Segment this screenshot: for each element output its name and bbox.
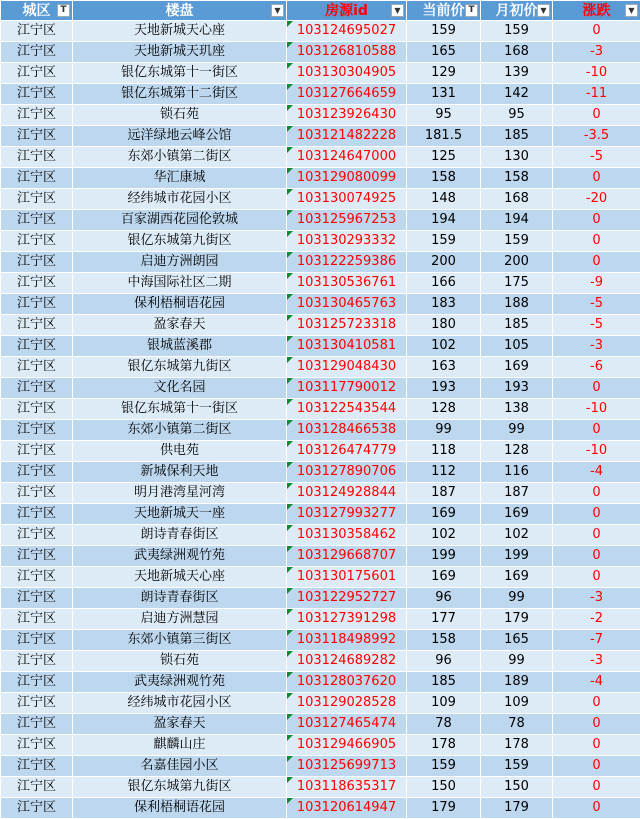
cell-district[interactable]: 江宁区	[1, 483, 73, 504]
column-header-change[interactable]	[553, 1, 640, 21]
column-header-month-start-price[interactable]	[481, 1, 553, 21]
cell-change[interactable]: 0	[553, 231, 640, 252]
cell-district[interactable]: 江宁区	[1, 462, 73, 483]
table-row[interactable]	[1, 252, 640, 273]
cell-current-price[interactable]: 96	[407, 651, 481, 672]
cell-complex[interactable]: 新城保利天地	[73, 462, 287, 483]
cell-complex[interactable]: 华汇康城	[73, 168, 287, 189]
table-row[interactable]	[1, 126, 640, 147]
cell-change[interactable]: -3	[553, 336, 640, 357]
dropdown-arrow-icon[interactable]: ▼	[271, 4, 284, 17]
table-row[interactable]	[1, 567, 640, 588]
cell-complex[interactable]: 经纬城市花园小区	[73, 189, 287, 210]
cell-month-start-price[interactable]: 159	[481, 21, 553, 42]
cell-complex[interactable]: 朗诗青春街区	[73, 588, 287, 609]
cell-current-price[interactable]: 166	[407, 273, 481, 294]
dropdown-arrow-icon[interactable]: ▼	[391, 4, 404, 17]
cell-change[interactable]: -3	[553, 651, 640, 672]
dropdown-arrow-icon[interactable]: ▼	[537, 4, 550, 17]
cell-change[interactable]: 0	[553, 483, 640, 504]
column-header-label: 月初价	[496, 3, 538, 19]
cell-district[interactable]: 江宁区	[1, 189, 73, 210]
cell-complex[interactable]: 天地新城天心座	[73, 567, 287, 588]
cell-change[interactable]: -5	[553, 147, 640, 168]
table-row[interactable]	[1, 693, 640, 714]
cell-district[interactable]: 江宁区	[1, 294, 73, 315]
cell-complex[interactable]: 名嘉佳园小区	[73, 756, 287, 777]
cell-complex[interactable]: 远洋绿地云峰公馆	[73, 126, 287, 147]
cell-district[interactable]: 江宁区	[1, 777, 73, 798]
cell-change[interactable]: -5	[553, 315, 640, 336]
cell-complex[interactable]: 保利梧桐语花园	[73, 798, 287, 819]
cell-month-start-price[interactable]: 158	[481, 168, 553, 189]
cell-change[interactable]: -6	[553, 357, 640, 378]
cell-month-start-price[interactable]: 178	[481, 735, 553, 756]
table-row[interactable]	[1, 609, 640, 630]
table-row[interactable]	[1, 399, 640, 420]
cell-complex[interactable]: 中海国际社区二期	[73, 273, 287, 294]
cell-month-start-price[interactable]: 187	[481, 483, 553, 504]
column-header-complex[interactable]	[73, 1, 287, 21]
cell-change[interactable]: -5	[553, 294, 640, 315]
cell-complex[interactable]: 天地新城天玑座	[73, 42, 287, 63]
table-row[interactable]	[1, 651, 640, 672]
cell-current-price[interactable]: 159	[407, 756, 481, 777]
cell-change[interactable]: 0	[553, 105, 640, 126]
cell-complex[interactable]: 盈家春天	[73, 315, 287, 336]
cell-complex[interactable]: 麒麟山庄	[73, 735, 287, 756]
cell-change[interactable]: 0	[553, 756, 640, 777]
cell-listing-id[interactable]: 103130410581	[287, 336, 407, 357]
cell-change[interactable]: 0	[553, 168, 640, 189]
cell-current-price[interactable]: 200	[407, 252, 481, 273]
cell-complex[interactable]: 东郊小镇第三街区	[73, 630, 287, 651]
table-row[interactable]	[1, 210, 640, 231]
cell-complex[interactable]: 启迪方洲慧园	[73, 609, 287, 630]
cell-current-price[interactable]: 165	[407, 42, 481, 63]
cell-district[interactable]: 江宁区	[1, 567, 73, 588]
cell-current-price[interactable]: 95	[407, 105, 481, 126]
cell-complex[interactable]: 明月港湾星河湾	[73, 483, 287, 504]
table-row[interactable]	[1, 546, 640, 567]
cell-complex[interactable]: 百家湖西花园伦敦城	[73, 210, 287, 231]
cell-listing-id[interactable]: 103127664659	[287, 84, 407, 105]
cell-change[interactable]: 0	[553, 21, 640, 42]
cell-current-price[interactable]: 163	[407, 357, 481, 378]
cell-listing-id[interactable]: 103130536761	[287, 273, 407, 294]
cell-month-start-price[interactable]: 169	[481, 567, 553, 588]
cell-change[interactable]: -10	[553, 441, 640, 462]
table-row[interactable]	[1, 42, 640, 63]
cell-district[interactable]: 江宁区	[1, 399, 73, 420]
table-row[interactable]	[1, 357, 640, 378]
cell-month-start-price[interactable]: 139	[481, 63, 553, 84]
table-row[interactable]	[1, 525, 640, 546]
cell-district[interactable]: 江宁区	[1, 714, 73, 735]
cell-month-start-price[interactable]: 99	[481, 588, 553, 609]
cell-current-price[interactable]: 158	[407, 630, 481, 651]
cell-complex[interactable]: 银亿东城第九街区	[73, 231, 287, 252]
cell-month-start-price[interactable]: 179	[481, 609, 553, 630]
cell-district[interactable]: 江宁区	[1, 126, 73, 147]
cell-complex[interactable]: 经纬城市花园小区	[73, 693, 287, 714]
cell-month-start-price[interactable]: 138	[481, 399, 553, 420]
cell-current-price[interactable]: 118	[407, 441, 481, 462]
cell-month-start-price[interactable]: 105	[481, 336, 553, 357]
cell-listing-id[interactable]: 103125699713	[287, 756, 407, 777]
cell-district[interactable]: 江宁区	[1, 273, 73, 294]
cell-listing-id[interactable]: 103122543544	[287, 399, 407, 420]
cell-month-start-price[interactable]: 95	[481, 105, 553, 126]
cell-district[interactable]: 江宁区	[1, 252, 73, 273]
cell-district[interactable]: 江宁区	[1, 315, 73, 336]
table-row[interactable]	[1, 105, 640, 126]
cell-district[interactable]: 江宁区	[1, 672, 73, 693]
cell-listing-id[interactable]: 103124689282	[287, 651, 407, 672]
cell-current-price[interactable]: 187	[407, 483, 481, 504]
cell-listing-id[interactable]: 103126810588	[287, 42, 407, 63]
cell-district[interactable]: 江宁区	[1, 63, 73, 84]
cell-change[interactable]: 0	[553, 525, 640, 546]
cell-current-price[interactable]: 102	[407, 525, 481, 546]
cell-complex[interactable]: 保利梧桐语花园	[73, 294, 287, 315]
cell-change[interactable]: 0	[553, 420, 640, 441]
cell-current-price[interactable]: 131	[407, 84, 481, 105]
table-row[interactable]	[1, 630, 640, 651]
cell-current-price[interactable]: 125	[407, 147, 481, 168]
cell-current-price[interactable]: 158	[407, 168, 481, 189]
cell-change[interactable]: -10	[553, 399, 640, 420]
cell-complex[interactable]: 武夷绿洲观竹苑	[73, 546, 287, 567]
cell-listing-id[interactable]: 103123926430	[287, 105, 407, 126]
cell-change[interactable]: -3.5	[553, 126, 640, 147]
cell-complex[interactable]: 盈家春天	[73, 714, 287, 735]
table-row[interactable]	[1, 147, 640, 168]
cell-current-price[interactable]: 148	[407, 189, 481, 210]
cell-complex[interactable]: 东郊小镇第二街区	[73, 420, 287, 441]
cell-district[interactable]: 江宁区	[1, 441, 73, 462]
cell-change[interactable]: 0	[553, 735, 640, 756]
cell-district[interactable]: 江宁区	[1, 756, 73, 777]
cell-current-price[interactable]: 102	[407, 336, 481, 357]
header-row	[1, 1, 640, 21]
column-header-label: 楼盘	[166, 3, 194, 19]
cell-current-price[interactable]: 169	[407, 504, 481, 525]
cell-change[interactable]: 0	[553, 693, 640, 714]
cell-current-price[interactable]: 159	[407, 231, 481, 252]
cell-district[interactable]: 江宁区	[1, 798, 73, 819]
cell-complex[interactable]: 银亿东城第九街区	[73, 777, 287, 798]
cell-district[interactable]: 江宁区	[1, 168, 73, 189]
cell-month-start-price[interactable]: 128	[481, 441, 553, 462]
cell-listing-id[interactable]: 103129048430	[287, 357, 407, 378]
cell-listing-id[interactable]: 103120614947	[287, 798, 407, 819]
cell-complex[interactable]: 天地新城天心座	[73, 21, 287, 42]
table-row[interactable]	[1, 315, 640, 336]
cell-current-price[interactable]: 177	[407, 609, 481, 630]
cell-district[interactable]: 江宁区	[1, 147, 73, 168]
cell-district[interactable]: 江宁区	[1, 735, 73, 756]
cell-listing-id[interactable]: 103130358462	[287, 525, 407, 546]
table-body	[1, 21, 640, 819]
cell-month-start-price[interactable]: 194	[481, 210, 553, 231]
table-row[interactable]	[1, 714, 640, 735]
table-row[interactable]	[1, 735, 640, 756]
table-row[interactable]	[1, 504, 640, 525]
cell-month-start-price[interactable]: 168	[481, 189, 553, 210]
table-row[interactable]	[1, 798, 640, 819]
cell-listing-id[interactable]: 103125723318	[287, 315, 407, 336]
cell-current-price[interactable]: 178	[407, 735, 481, 756]
cell-complex[interactable]: 银亿东城第九街区	[73, 357, 287, 378]
cell-month-start-price[interactable]: 169	[481, 357, 553, 378]
cell-complex[interactable]: 文化名园	[73, 378, 287, 399]
cell-change[interactable]: -20	[553, 189, 640, 210]
cell-listing-id[interactable]: 103129668707	[287, 546, 407, 567]
column-header-current-price[interactable]	[407, 1, 481, 21]
table-row[interactable]	[1, 336, 640, 357]
cell-month-start-price[interactable]: 102	[481, 525, 553, 546]
cell-month-start-price[interactable]: 185	[481, 315, 553, 336]
cell-district[interactable]: 江宁区	[1, 21, 73, 42]
cell-month-start-price[interactable]: 99	[481, 651, 553, 672]
table-row[interactable]	[1, 84, 640, 105]
cell-current-price[interactable]: 159	[407, 21, 481, 42]
cell-change[interactable]: 0	[553, 504, 640, 525]
cell-current-price[interactable]: 96	[407, 588, 481, 609]
cell-district[interactable]: 江宁区	[1, 84, 73, 105]
cell-listing-id[interactable]: 103128037620	[287, 672, 407, 693]
cell-change[interactable]: -10	[553, 63, 640, 84]
table-row[interactable]	[1, 63, 640, 84]
cell-change[interactable]: -11	[553, 84, 640, 105]
cell-district[interactable]: 江宁区	[1, 105, 73, 126]
cell-current-price[interactable]: 180	[407, 315, 481, 336]
cell-change[interactable]: 0	[553, 567, 640, 588]
cell-month-start-price[interactable]: 185	[481, 126, 553, 147]
table-row[interactable]	[1, 441, 640, 462]
cell-change[interactable]: 0	[553, 798, 640, 819]
cell-month-start-price[interactable]: 130	[481, 147, 553, 168]
cell-month-start-price[interactable]: 189	[481, 672, 553, 693]
cell-month-start-price[interactable]: 159	[481, 756, 553, 777]
cell-current-price[interactable]: 99	[407, 420, 481, 441]
cell-month-start-price[interactable]: 159	[481, 231, 553, 252]
cell-current-price[interactable]: 179	[407, 798, 481, 819]
cell-current-price[interactable]: 78	[407, 714, 481, 735]
cell-complex[interactable]: 东郊小镇第二街区	[73, 147, 287, 168]
cell-district[interactable]: 江宁区	[1, 231, 73, 252]
cell-listing-id[interactable]: 103124647000	[287, 147, 407, 168]
cell-month-start-price[interactable]: 150	[481, 777, 553, 798]
cell-listing-id[interactable]: 103124928844	[287, 483, 407, 504]
cell-complex[interactable]: 朗诗青春街区	[73, 525, 287, 546]
cell-current-price[interactable]: 112	[407, 462, 481, 483]
table-row[interactable]	[1, 168, 640, 189]
table-row[interactable]	[1, 294, 640, 315]
cell-listing-id[interactable]: 103118635317	[287, 777, 407, 798]
cell-change[interactable]: -4	[553, 672, 640, 693]
cell-listing-id[interactable]: 103129466905	[287, 735, 407, 756]
dropdown-arrow-icon[interactable]: ▼	[625, 4, 638, 17]
cell-change[interactable]: 0	[553, 777, 640, 798]
table-row[interactable]	[1, 588, 640, 609]
cell-month-start-price[interactable]: 169	[481, 504, 553, 525]
table-row[interactable]	[1, 21, 640, 42]
cell-current-price[interactable]: 185	[407, 672, 481, 693]
cell-listing-id[interactable]: 103130074925	[287, 189, 407, 210]
cell-current-price[interactable]: 199	[407, 546, 481, 567]
cell-month-start-price[interactable]: 142	[481, 84, 553, 105]
cell-change[interactable]: 0	[553, 546, 640, 567]
cell-listing-id[interactable]: 103124695027	[287, 21, 407, 42]
cell-month-start-price[interactable]: 200	[481, 252, 553, 273]
cell-current-price[interactable]: 169	[407, 567, 481, 588]
cell-listing-id[interactable]: 103129028528	[287, 693, 407, 714]
column-header-label: 房源id	[325, 3, 368, 19]
cell-complex[interactable]: 锁石苑	[73, 651, 287, 672]
cell-district[interactable]: 江宁区	[1, 546, 73, 567]
cell-current-price[interactable]: 183	[407, 294, 481, 315]
cell-district[interactable]: 江宁区	[1, 378, 73, 399]
cell-listing-id[interactable]: 103126474779	[287, 441, 407, 462]
cell-listing-id[interactable]: 103130465763	[287, 294, 407, 315]
cell-district[interactable]: 江宁区	[1, 525, 73, 546]
cell-change[interactable]: 0	[553, 210, 640, 231]
cell-month-start-price[interactable]: 175	[481, 273, 553, 294]
table-row[interactable]	[1, 189, 640, 210]
cell-district[interactable]: 江宁区	[1, 588, 73, 609]
cell-listing-id[interactable]: 103128466538	[287, 420, 407, 441]
cell-month-start-price[interactable]: 188	[481, 294, 553, 315]
cell-change[interactable]: 0	[553, 252, 640, 273]
cell-current-price[interactable]: 193	[407, 378, 481, 399]
cell-listing-id[interactable]: 103127993277	[287, 504, 407, 525]
cell-listing-id[interactable]: 103130175601	[287, 567, 407, 588]
cell-month-start-price[interactable]: 193	[481, 378, 553, 399]
cell-complex[interactable]: 天地新城天一座	[73, 504, 287, 525]
cell-current-price[interactable]: 150	[407, 777, 481, 798]
cell-month-start-price[interactable]: 199	[481, 546, 553, 567]
cell-complex[interactable]: 银亿东城第十一街区	[73, 63, 287, 84]
table-row[interactable]	[1, 672, 640, 693]
filter-active-icon[interactable]: T	[465, 4, 478, 17]
cell-listing-id[interactable]: 103129080099	[287, 168, 407, 189]
cell-district[interactable]: 江宁区	[1, 504, 73, 525]
cell-district[interactable]: 江宁区	[1, 630, 73, 651]
cell-listing-id[interactable]: 103130293332	[287, 231, 407, 252]
cell-change[interactable]: -4	[553, 462, 640, 483]
table-row[interactable]	[1, 462, 640, 483]
cell-current-price[interactable]: 194	[407, 210, 481, 231]
filter-active-icon[interactable]: T	[57, 4, 70, 17]
cell-current-price[interactable]: 128	[407, 399, 481, 420]
cell-month-start-price[interactable]: 179	[481, 798, 553, 819]
cell-month-start-price[interactable]: 99	[481, 420, 553, 441]
table-row[interactable]	[1, 231, 640, 252]
cell-district[interactable]: 江宁区	[1, 609, 73, 630]
cell-complex[interactable]: 银城蓝溪郡	[73, 336, 287, 357]
table-row[interactable]	[1, 756, 640, 777]
cell-district[interactable]: 江宁区	[1, 651, 73, 672]
cell-current-price[interactable]: 181.5	[407, 126, 481, 147]
column-header-district[interactable]	[1, 1, 73, 21]
cell-listing-id[interactable]: 103117790012	[287, 378, 407, 399]
cell-listing-id[interactable]: 103122259386	[287, 252, 407, 273]
cell-listing-id[interactable]: 103125967253	[287, 210, 407, 231]
cell-district[interactable]: 江宁区	[1, 42, 73, 63]
cell-current-price[interactable]: 109	[407, 693, 481, 714]
cell-change[interactable]: 0	[553, 378, 640, 399]
column-header-label: 涨跌	[583, 3, 611, 19]
cell-change[interactable]: -3	[553, 42, 640, 63]
cell-district[interactable]: 江宁区	[1, 357, 73, 378]
cell-month-start-price[interactable]: 109	[481, 693, 553, 714]
cell-listing-id[interactable]: 103121482228	[287, 126, 407, 147]
table-row[interactable]	[1, 420, 640, 441]
cell-district[interactable]: 江宁区	[1, 336, 73, 357]
table-row[interactable]	[1, 273, 640, 294]
cell-district[interactable]: 江宁区	[1, 420, 73, 441]
cell-month-start-price[interactable]: 168	[481, 42, 553, 63]
column-header-label: 城区	[23, 3, 51, 19]
column-header-label: 当前价	[423, 3, 465, 19]
table-row[interactable]	[1, 378, 640, 399]
cell-complex[interactable]: 锁石苑	[73, 105, 287, 126]
cell-complex[interactable]: 银亿东城第十二街区	[73, 84, 287, 105]
cell-complex[interactable]: 供电苑	[73, 441, 287, 462]
cell-month-start-price[interactable]: 116	[481, 462, 553, 483]
cell-month-start-price[interactable]: 165	[481, 630, 553, 651]
cell-change[interactable]: -3	[553, 588, 640, 609]
cell-listing-id[interactable]: 103122952727	[287, 588, 407, 609]
cell-change[interactable]: -7	[553, 630, 640, 651]
cell-current-price[interactable]: 129	[407, 63, 481, 84]
cell-district[interactable]: 江宁区	[1, 210, 73, 231]
cell-change[interactable]: -9	[553, 273, 640, 294]
cell-listing-id[interactable]: 103130304905	[287, 63, 407, 84]
column-header-listing-id[interactable]	[287, 1, 407, 21]
cell-listing-id[interactable]: 103118498992	[287, 630, 407, 651]
cell-change[interactable]: -2	[553, 609, 640, 630]
cell-complex[interactable]: 武夷绿洲观竹苑	[73, 672, 287, 693]
cell-listing-id[interactable]: 103127391298	[287, 609, 407, 630]
cell-month-start-price[interactable]: 78	[481, 714, 553, 735]
cell-complex[interactable]: 启迪方洲朗园	[73, 252, 287, 273]
cell-complex[interactable]: 银亿东城第十一街区	[73, 399, 287, 420]
cell-district[interactable]: 江宁区	[1, 693, 73, 714]
table-row[interactable]	[1, 483, 640, 504]
cell-change[interactable]: 0	[553, 714, 640, 735]
cell-listing-id[interactable]: 103127465474	[287, 714, 407, 735]
cell-listing-id[interactable]: 103127890706	[287, 462, 407, 483]
